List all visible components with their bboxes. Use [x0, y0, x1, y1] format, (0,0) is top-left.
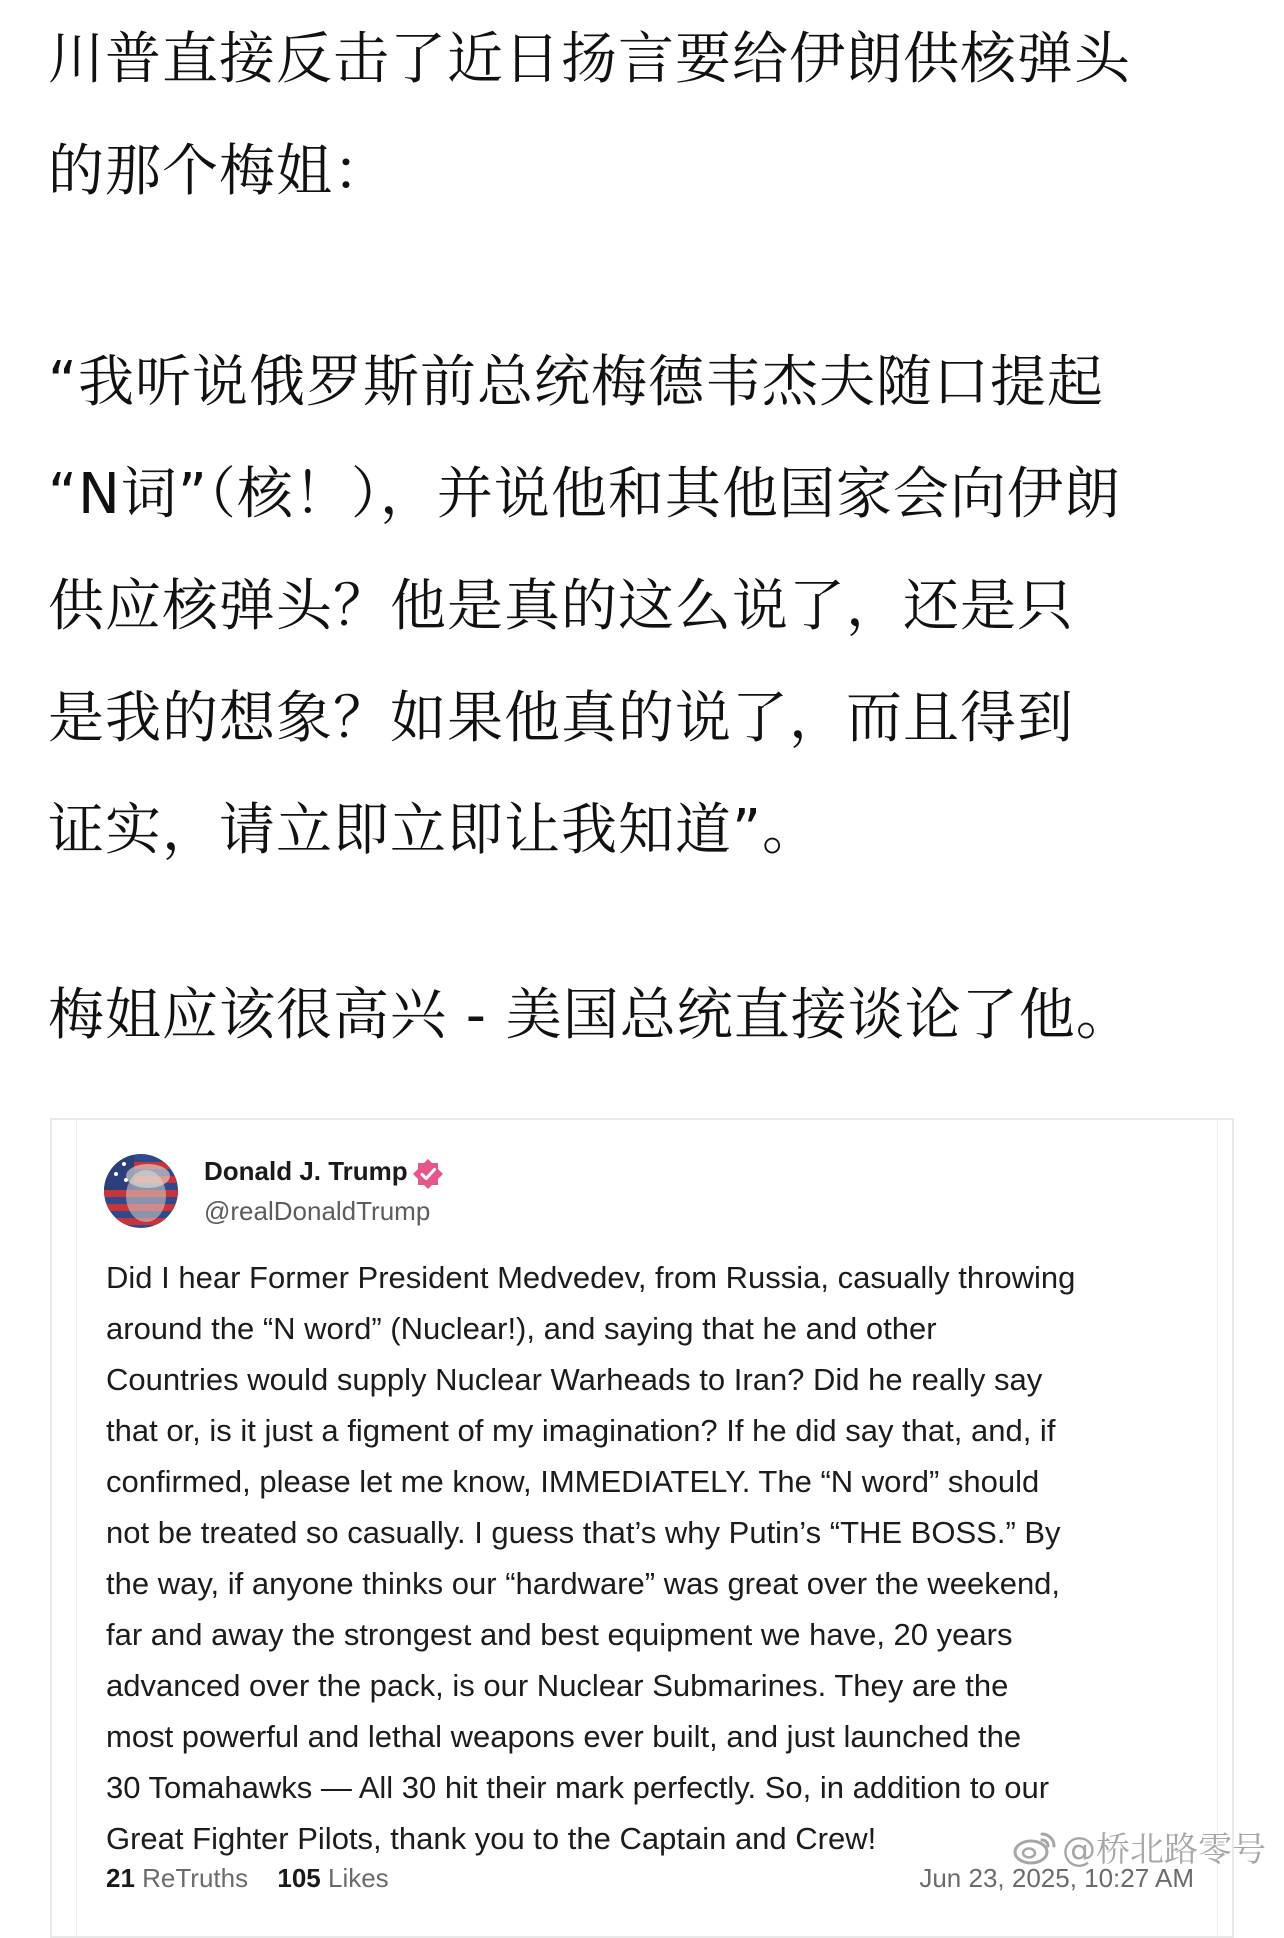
- post-line: 梅姐应该很高兴 - 美国总统直接谈论了他。: [48, 983, 1133, 1048]
- post-line: 川普直接反击了近日扬言要给伊朗供核弹头: [48, 27, 1131, 92]
- avatar[interactable]: [104, 1154, 178, 1228]
- weibo-logo-icon: [1012, 1828, 1058, 1866]
- post-paragraph-comment: [48, 960, 1248, 1072]
- post-line: “我听说俄罗斯前总统梅德韦杰夫随口提起: [48, 350, 1105, 415]
- embedded-post-screenshot[interactable]: [50, 1118, 1234, 1938]
- body-line: advanced over the pack, is our Nuclear Submarines. They are the: [106, 1668, 1009, 1703]
- author-name[interactable]: Donald J. Trump: [204, 1156, 408, 1186]
- post-line: 是我的想象？如果他真的说了，而且得到: [48, 686, 1074, 751]
- body-line: Countries would supply Nuclear Warheads to Iran? Did he really say: [106, 1362, 1043, 1397]
- post-timestamp[interactable]: Jun 23, 2025, 10:27 AM: [919, 1863, 1194, 1893]
- post-line: “N词”（核！），并说他和其他国家会向伊朗: [48, 462, 1121, 527]
- body-line: 30 Tomahawks — All 30 hit their mark perfectly. So, in addition to our: [106, 1770, 1050, 1805]
- body-line: the way, if anyone thinks our “hardware” was great over the weekend,: [106, 1566, 1061, 1601]
- author-handle[interactable]: @realDonaldTrump: [204, 1196, 431, 1226]
- retruths-count: 21: [106, 1863, 135, 1893]
- retruths-label: ReTruths: [142, 1863, 249, 1893]
- likes-label: Likes: [327, 1863, 389, 1893]
- body-line: around the “N word” (Nuclear!), and saying that he and other: [106, 1311, 937, 1346]
- post-line: 证实，请立即立即让我知道”。: [48, 798, 820, 863]
- body-line: that or, is it just a figment of my imagination? If he did say that, and, if: [106, 1413, 1056, 1448]
- likes-count: 105: [277, 1863, 321, 1893]
- body-line: not be treated so casually. I guess that’s why Putin’s “THE BOSS.” By: [106, 1515, 1061, 1550]
- body-line: Great Fighter Pilots, thank you to the Captain and Crew!: [106, 1821, 877, 1856]
- post-line: 供应核弹头？他是真的这么说了，还是只: [48, 574, 1074, 639]
- body-line: most powerful and lethal weapons ever built, and just launched the: [106, 1719, 1022, 1754]
- post-paragraph-intro: [48, 4, 1248, 228]
- post-paragraph-quote: [48, 327, 1248, 887]
- post-line: 的那个梅姐：: [48, 139, 390, 204]
- body-line: far and away the strongest and best equipment we have, 20 years: [106, 1617, 1013, 1652]
- verified-badge-icon: [412, 1158, 444, 1190]
- body-line: Did I hear Former President Medvedev, from Russia, casually throwing: [106, 1260, 1076, 1295]
- body-line: confirmed, please let me know, IMMEDIATELY. The “N word” should: [106, 1464, 1040, 1499]
- avatar-image-icon: [104, 1154, 178, 1228]
- watermark: [1012, 1822, 1266, 1871]
- embedded-post-body: [106, 1252, 1246, 1864]
- watermark-text: @桥北路零号: [1062, 1830, 1266, 1870]
